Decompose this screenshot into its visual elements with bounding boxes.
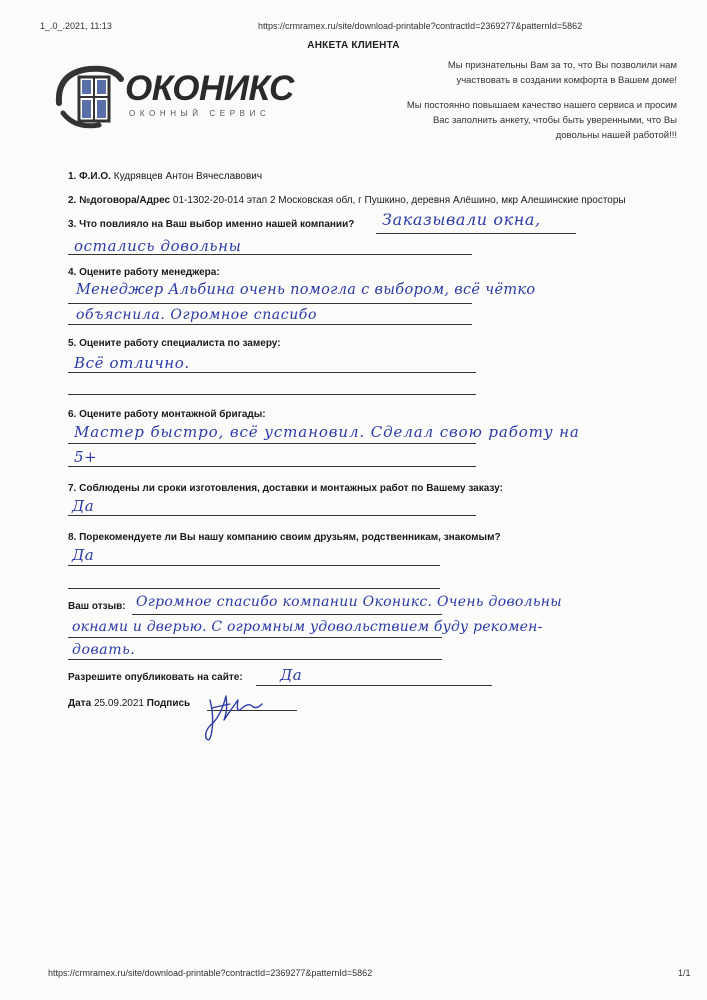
answer-4-line-2: объяснила. Огромное спасибо xyxy=(76,307,317,323)
answer-line xyxy=(376,233,576,234)
fio-value: Кудрявцев Антон Вячеславович xyxy=(113,171,263,182)
answer-6-line-2: 5+ xyxy=(74,448,98,466)
page-number: 1/1 xyxy=(678,968,691,978)
answer-line xyxy=(68,588,440,589)
intro-line-2: участвовать в создании комфорта в Вашем доме! xyxy=(456,75,677,86)
publish-label: Разрешите опубликовать на сайте: xyxy=(68,672,243,683)
fio-label: 1. Ф.И.О. xyxy=(68,171,111,182)
contract-label: 2. №договора/Адрес xyxy=(68,195,171,206)
answer-4-line-1: Менеджер Альбина очень помогла с выбором, всё чётко xyxy=(76,282,536,298)
form-title: АНКЕТА КЛИЕНТА xyxy=(307,40,400,51)
contract-value: 01-1302-20-014 этап 2 Московская обл, г Пушкино, деревня Алёшино, мкр Алешинские просторы xyxy=(172,195,626,206)
window-logo-icon xyxy=(55,63,127,133)
question-3: 3. Что повлияло на Ваш выбор именно нашей компании? xyxy=(68,219,355,230)
fio-row xyxy=(68,171,262,182)
publish-answer: Да xyxy=(280,666,303,684)
question-4: 4. Оцените работу менеджера: xyxy=(68,267,220,278)
question-6: 6. Оцените работу монтажной бригады: xyxy=(68,409,266,420)
logo-name: ОКОНИКС xyxy=(125,69,294,108)
answer-line xyxy=(68,303,472,304)
footer-url: https://crmramex.ru/site/download-printable?contractId=2369277&patternId=5862 xyxy=(48,968,373,978)
question-8: 8. Порекомендуете ли Вы нашу компанию своим друзьям, родственникам, знакомым? xyxy=(68,532,501,543)
intro-line-3: Мы постоянно повышаем качество нашего сервиса и просим xyxy=(406,100,677,111)
answer-line xyxy=(132,614,442,615)
logo-subtitle: ОКОННЫЙ СЕРВИС xyxy=(129,109,271,118)
answer-line xyxy=(68,254,472,255)
intro-line-1: Мы признательны Вам за то, что Вы позволили нам xyxy=(447,60,677,71)
answer-5-line-1: Всё отлично. xyxy=(74,354,190,372)
date-row xyxy=(68,698,190,709)
answer-6-line-1: Мастер быстро, всё установил. Сделал свою работу на xyxy=(74,423,580,441)
company-logo xyxy=(55,63,294,133)
answer-line xyxy=(68,443,476,444)
handwritten-signature xyxy=(198,686,268,748)
review-line-2: окнами и дверью. С огромным удовольствием буду рекомен- xyxy=(72,619,543,635)
answer-line xyxy=(68,565,440,566)
question-5: 5. Оцените работу специалиста по замеру: xyxy=(68,338,281,349)
date-label: Дата xyxy=(68,698,92,709)
answer-line xyxy=(68,466,476,467)
answer-line xyxy=(68,324,472,325)
print-datetime: 1_.0_.2021, 11:13 xyxy=(40,21,112,31)
answer-3-line-2: остались довольны xyxy=(74,237,242,255)
answer-3-line-1: Заказывали окна, xyxy=(382,210,541,229)
intro-line-4: Вас заполнить анкету, чтобы быть уверенными, что Вы xyxy=(432,115,677,126)
print-url: https://crmramex.ru/site/download-printable?contractId=2369277&patternId=5862 xyxy=(258,21,583,31)
answer-line xyxy=(256,685,492,686)
intro-line-5: довольны нашей работой!!! xyxy=(555,130,677,141)
date-value: 25.09.2021 xyxy=(93,698,144,709)
answer-line xyxy=(68,394,476,395)
review-label: Ваш отзыв: xyxy=(68,601,126,612)
contract-row xyxy=(68,195,626,206)
answer-line xyxy=(68,637,442,638)
answer-line xyxy=(68,659,442,660)
question-7: 7. Соблюдены ли сроки изготовления, доставки и монтажных работ по Вашему заказу: xyxy=(68,483,503,494)
answer-7: Да xyxy=(72,497,95,515)
review-line-1: Огромное спасибо компании Оконикс. Очень довольны xyxy=(136,594,562,610)
answer-line xyxy=(68,372,476,373)
answer-8: Да xyxy=(72,546,95,564)
signature-label: Подпись xyxy=(146,698,191,709)
review-line-3: довать. xyxy=(72,642,136,658)
answer-line xyxy=(68,515,476,516)
